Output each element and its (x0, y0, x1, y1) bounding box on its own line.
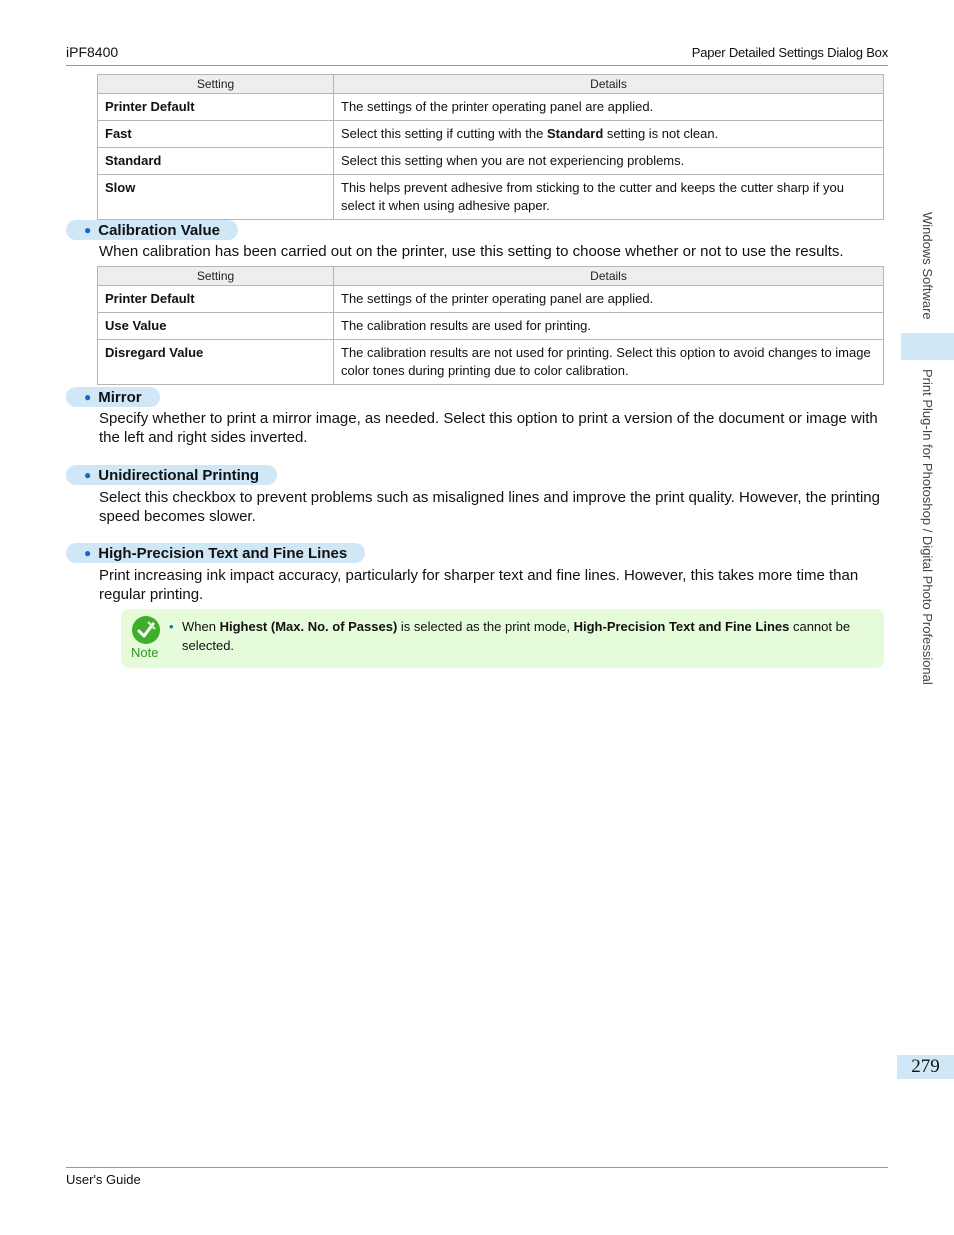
details-cell: The calibration results are not used for printing. Select this option to avoid changes to image color tones during printing due to color calibration. (334, 340, 884, 385)
details-text: setting is not clean. (603, 126, 719, 141)
note-text-part: is selected as the print mode, (397, 619, 574, 634)
details-cell: The calibration results are used for printing. (334, 313, 884, 340)
bullet-dot-icon: ● (84, 223, 92, 237)
heading-text: Unidirectional Printing (98, 467, 260, 484)
details-cell: The settings of the printer operating panel are applied. (334, 286, 884, 313)
section-heading-unidirectional (66, 465, 277, 485)
section-heading-mirror (66, 387, 160, 407)
heading-text: Calibration Value (98, 222, 220, 239)
section-heading-high-precision (66, 543, 365, 563)
details-text: Select this setting if cutting with the (341, 126, 547, 141)
table-row (98, 313, 884, 340)
header-model: iPF8400 (66, 44, 119, 60)
details-cell (334, 121, 884, 148)
calibration-description: When calibration has been carried out on the printer, use this setting to choose whether or not to use the results. (99, 243, 844, 260)
header-section-title: Paper Detailed Settings Dialog Box (691, 45, 888, 60)
table-row (98, 121, 884, 148)
bullet-dot-icon: • (169, 619, 174, 634)
calibration-table (97, 266, 884, 385)
heading-text: Mirror (98, 389, 142, 406)
pencil-check-icon (132, 616, 160, 644)
column-header-setting: Setting (98, 267, 334, 286)
table-row (98, 340, 884, 385)
section-heading-calibration (66, 220, 238, 240)
heading-text: High-Precision Text and Fine Lines (98, 545, 348, 562)
details-cell: Select this setting when you are not experiencing problems. (334, 148, 884, 175)
details-cell: The settings of the printer operating panel are applied. (334, 94, 884, 121)
paper-cutting-table (97, 74, 884, 220)
bullet-dot-icon: ● (84, 468, 92, 482)
table-header-row (98, 267, 884, 286)
setting-cell: Printer Default (98, 286, 334, 313)
footer-guide-title: User's Guide (66, 1172, 141, 1187)
table-row (98, 94, 884, 121)
bullet-dot-icon: ● (84, 546, 92, 560)
side-tab-windows-software[interactable]: Windows Software (920, 212, 935, 320)
footer-divider (66, 1167, 888, 1168)
side-tab-print-plugin[interactable]: Print Plug-In for Photoshop / Digital Photo Professional (920, 369, 935, 685)
table-row (98, 148, 884, 175)
setting-cell: Slow (98, 175, 334, 220)
setting-cell: Printer Default (98, 94, 334, 121)
note-bold-text: High-Precision Text and Fine Lines (573, 619, 790, 634)
note-text-part: When (182, 619, 220, 634)
note-text (169, 617, 872, 655)
table-row (98, 286, 884, 313)
setting-cell: Fast (98, 121, 334, 148)
page-number: 279 (897, 1055, 954, 1079)
side-tab-marker (901, 333, 954, 360)
table-header-row (98, 75, 884, 94)
setting-cell: Standard (98, 148, 334, 175)
note-text-part: cannot be selected. (182, 619, 851, 653)
setting-cell: Disregard Value (98, 340, 334, 385)
high-precision-description: Print increasing ink impact accuracy, particularly for sharper text and fine lines. However, this takes more time than regular printing. (99, 567, 859, 603)
column-header-setting: Setting (98, 75, 334, 94)
details-cell: This helps prevent adhesive from sticking to the cutter and keeps the cutter sharp if you select it when using adhesive paper. (334, 175, 884, 220)
note-box (121, 609, 884, 668)
column-header-details: Details (334, 75, 884, 94)
details-bold-text: Standard (546, 126, 604, 141)
note-label: Note (131, 645, 159, 660)
unidirectional-description: Select this checkbox to prevent problems such as misaligned lines and improve the print quality. However, the printing speed becomes slower. (99, 489, 880, 525)
mirror-description: Specify whether to print a mirror image, as needed. Select this option to print a version of the document or image with the left and right sides inverted. (99, 410, 878, 446)
table-row (98, 175, 884, 220)
note-bold-text: Highest (Max. No. of Passes) (219, 619, 398, 634)
header-divider (66, 65, 888, 66)
column-header-details: Details (334, 267, 884, 286)
bullet-dot-icon: ● (84, 390, 92, 404)
setting-cell: Use Value (98, 313, 334, 340)
